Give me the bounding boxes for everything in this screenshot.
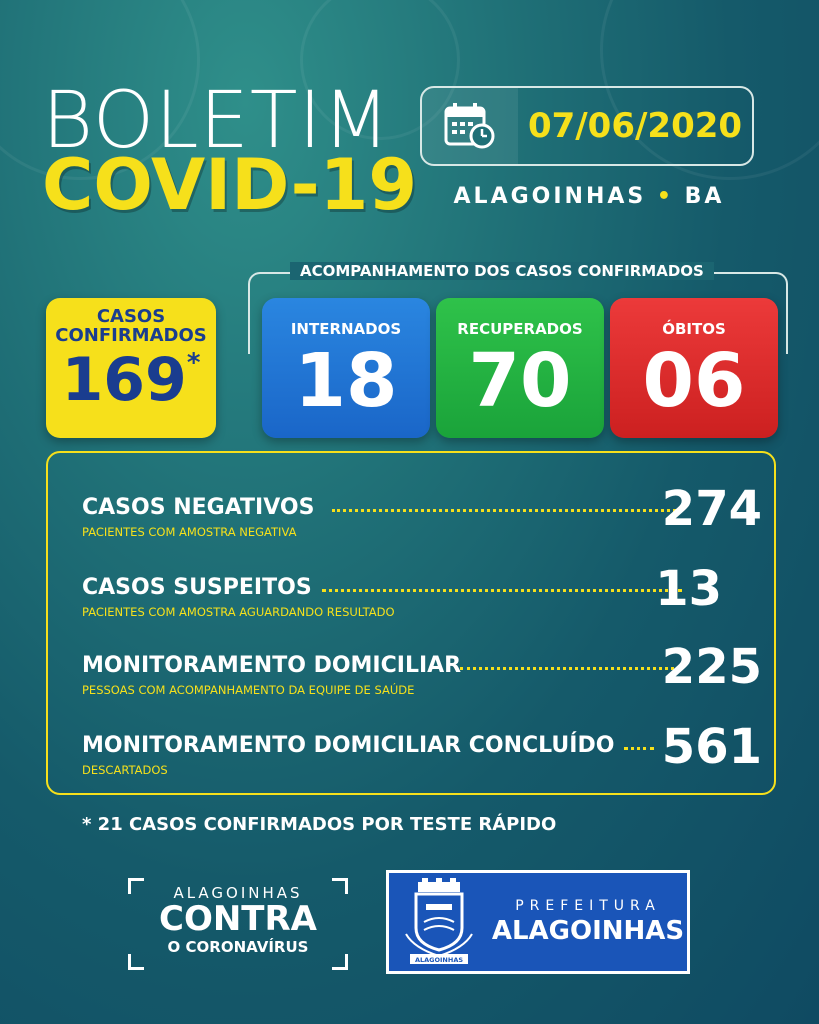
date-box (420, 86, 754, 166)
footnote: * 21 CASOS CONFIRMADOS POR TESTE RÁPIDO (82, 814, 557, 835)
confirmed-cases-value (46, 344, 216, 415)
pref-line2: ALAGOINHAS (491, 916, 685, 946)
stat-value: 274 (661, 481, 762, 537)
stat-description: PACIENTES COM AMOSTRA AGUARDANDO RESULTADO (82, 605, 395, 619)
stat-description: PESSOAS COM ACOMPANHAMENTO DA EQUIPE DE SAÚDE (82, 683, 415, 697)
recovered-label: RECUPERADOS (457, 320, 583, 338)
deaths-label: ÓBITOS (662, 320, 726, 338)
recovered-value: 70 (468, 338, 572, 424)
title-covid: COVID-19 (42, 144, 418, 226)
pref-line1: PREFEITURA (515, 898, 661, 914)
deaths-card (610, 298, 778, 438)
footnote-mark: * (186, 347, 201, 378)
hospitalized-card (262, 298, 430, 438)
logo-corner (128, 954, 144, 970)
confirmed-cases-number: 169 (61, 344, 187, 415)
stat-row-negative (82, 481, 762, 561)
city-separator: • (656, 184, 674, 209)
dotted-leader (460, 667, 680, 670)
dotted-leader (624, 747, 654, 750)
stat-value: 13 (655, 561, 722, 617)
confirmed-cases-card (46, 298, 216, 438)
stat-description: DESCARTADOS (82, 763, 168, 777)
tracking-title: ACOMPANHAMENTO DOS CASOS CONFIRMADOS (290, 262, 714, 280)
stat-name: CASOS SUSPEITOS (82, 575, 312, 600)
stat-value: 561 (661, 719, 762, 775)
stat-name: MONITORAMENTO DOMICILIAR (82, 653, 462, 678)
campaign-line3: O CORONAVÍRUS (167, 938, 309, 956)
stats-list (46, 451, 776, 795)
logo-corner (332, 954, 348, 970)
city-hall-logo (386, 870, 690, 974)
city-label (424, 184, 754, 209)
city-hall-text (489, 898, 687, 946)
stat-row-home-monitoring (82, 639, 762, 719)
deaths-value: 06 (642, 338, 746, 424)
logo-corner (128, 878, 144, 894)
hospitalized-value: 18 (294, 338, 398, 424)
logo-corner (332, 878, 348, 894)
hospitalized-label: INTERNADOS (290, 320, 402, 338)
campaign-line1: ALAGOINHAS (173, 884, 303, 902)
state-name: BA (684, 184, 725, 209)
city-name: ALAGOINHAS (453, 184, 647, 209)
stat-value: 225 (661, 639, 762, 695)
stat-name: MONITORAMENTO DOMICILIAR CONCLUÍDO (82, 733, 615, 758)
stat-description: PACIENTES COM AMOSTRA NEGATIVA (82, 525, 297, 539)
calendar-clock-icon (422, 88, 518, 164)
stat-name: CASOS NEGATIVOS (82, 495, 315, 520)
title-boletim: BOLETIM (42, 76, 391, 166)
campaign-logo (128, 878, 348, 970)
dotted-leader (322, 589, 682, 592)
stat-row-monitoring-concluded (82, 719, 762, 799)
dotted-leader (332, 509, 682, 512)
stat-row-suspected (82, 561, 762, 641)
confirmed-cases-label: CASOS CONFIRMADOS (55, 306, 207, 346)
svg-text:ALAGOINHAS: ALAGOINHAS (414, 956, 464, 964)
campaign-line2: CONTRA (159, 899, 317, 939)
bulletin-date: 07/06/2020 (527, 106, 743, 146)
recovered-card (436, 298, 604, 438)
city-seal-icon (389, 873, 489, 971)
